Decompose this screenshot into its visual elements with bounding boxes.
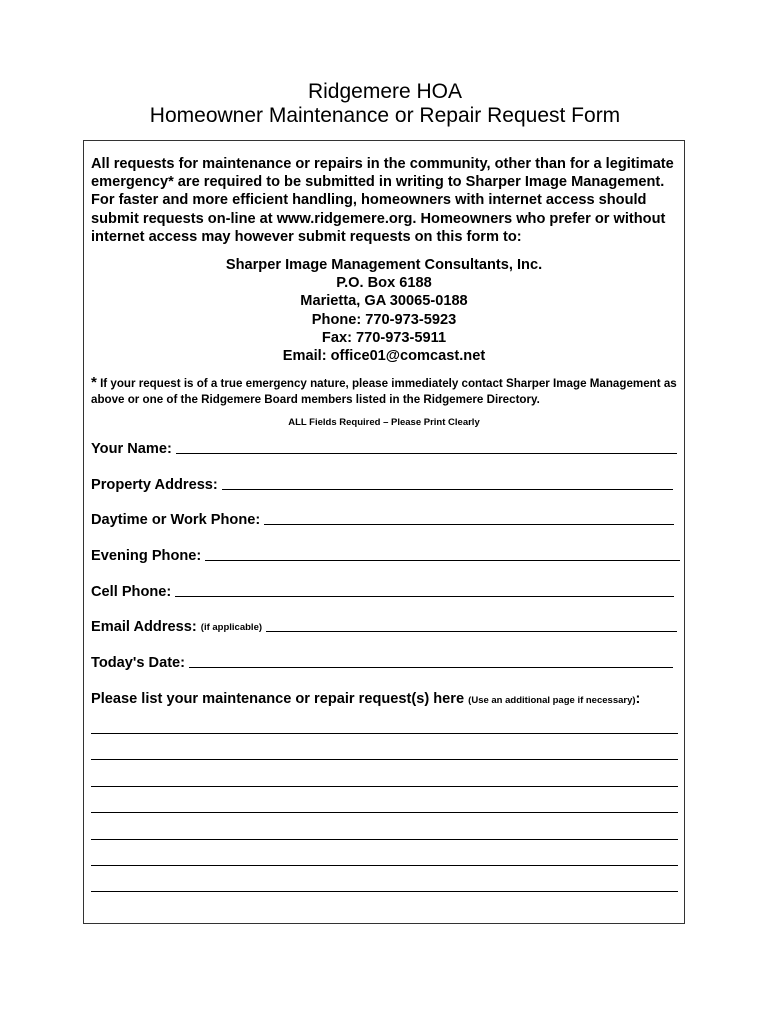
fax: Fax: 770-973-5911	[321, 329, 447, 346]
name-input-line[interactable]	[176, 452, 677, 454]
name-field[interactable]	[91, 441, 677, 457]
request-label: Please list your maintenance or repair request(s) here	[91, 691, 465, 707]
email-label: Email Address:	[91, 619, 197, 635]
property-address-field[interactable]	[91, 477, 673, 493]
emergency-note	[91, 375, 681, 408]
request-hint: (Use an additional page if necessary)	[468, 695, 636, 706]
request-line[interactable]	[91, 891, 678, 892]
email-input-line[interactable]	[266, 630, 677, 632]
cell-phone-field[interactable]	[91, 584, 674, 600]
request-line[interactable]	[91, 839, 678, 840]
required-note: ALL Fields Required – Please Print Clearly	[288, 417, 480, 428]
intro-paragraph: All requests for maintenance or repairs in the community, other than for a legitimate emergency* are required to be submitted in writing to Sharper Image Management. For faster and more efficient handling, homeowners with internet access should submit requests on-line at www.ridgemere.org. Homeowners who prefer or without internet access may however submit requests on this form to:	[91, 156, 674, 245]
form-subtitle: Homeowner Maintenance or Repair Request Form	[149, 104, 621, 127]
evening-phone-field[interactable]	[91, 548, 680, 564]
email-hint: (if applicable)	[200, 622, 263, 633]
cell-phone-input-line[interactable]	[175, 595, 674, 597]
city: Marietta, GA 30065-0188	[300, 293, 468, 310]
request-line[interactable]	[91, 759, 678, 760]
property-label: Property Address:	[91, 477, 218, 493]
po-box: P.O. Box 6188	[336, 275, 432, 292]
request-line[interactable]	[91, 865, 678, 866]
phone: Phone: 770-973-5923	[311, 311, 457, 328]
form-title: Ridgemere HOA	[307, 80, 463, 103]
emergency-text: If your request is of a true emergency nature, please immediately contact Sharper Image Management as above or one of the Ridgemere Board members listed in the Ridgemere Directory.	[91, 377, 677, 406]
request-colon: :	[635, 691, 641, 707]
asterisk: *	[91, 374, 97, 391]
request-list-label	[91, 691, 640, 707]
request-line[interactable]	[91, 733, 678, 734]
email: Email: office01@comcast.net	[282, 348, 486, 365]
day-phone-input-line[interactable]	[264, 523, 674, 525]
email-field[interactable]	[91, 619, 677, 635]
company-name: Sharper Image Management Consultants, Inc.	[225, 257, 543, 273]
cell-phone-label: Cell Phone:	[91, 584, 172, 600]
day-phone-label: Daytime or Work Phone:	[91, 512, 261, 528]
evening-phone-input-line[interactable]	[205, 559, 680, 561]
property-input-line[interactable]	[222, 488, 673, 490]
name-label: Your Name:	[91, 441, 172, 457]
day-phone-field[interactable]	[91, 512, 674, 528]
management-address	[83, 256, 685, 365]
request-line[interactable]	[91, 812, 678, 813]
request-line[interactable]	[91, 786, 678, 787]
date-input-line[interactable]	[189, 666, 673, 668]
date-field[interactable]	[91, 655, 673, 671]
date-label: Today's Date:	[91, 655, 186, 671]
evening-phone-label: Evening Phone:	[91, 548, 202, 564]
